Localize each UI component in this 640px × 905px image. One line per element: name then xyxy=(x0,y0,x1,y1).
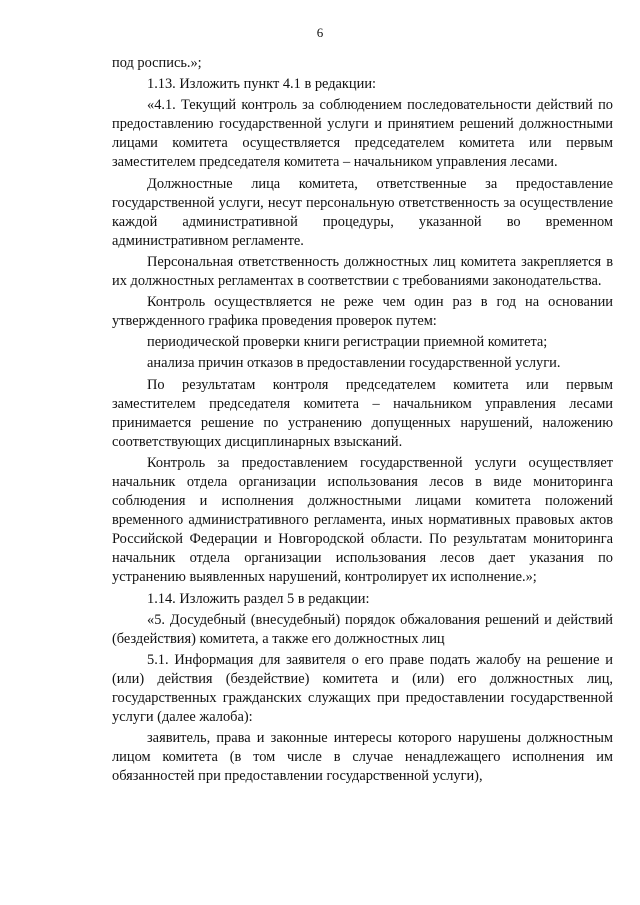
document-body xyxy=(112,54,613,788)
paragraph: «5. Досудебный (внесудебный) порядок обжалования решений и действий (бездействия) комитета, а также его должностных лиц xyxy=(112,611,613,647)
paragraph: По результатам контроля председателем комитета или первым заместителем председателя комитета – начальником управления лесами принимается решение по устранению допущенных нарушений, наложению соответствующих дисциплинарных взысканий. xyxy=(112,376,613,450)
paragraph: периодической проверки книги регистрации приемной комитета; xyxy=(147,334,548,351)
paragraph: заявитель, права и законные интересы которого нарушены должностным лицом комитета (в том числе в случае ненадлежащего исполнения им обязанностей при предоставлении государственной услуги), xyxy=(112,730,613,785)
page-number: 6 xyxy=(316,25,324,40)
paragraph: Должностные лица комитета, ответственные за предоставление государственной услуги, несут персональную ответственность за осуществление каждой административной процедуры, указанной во временном административном регламенте. xyxy=(112,175,613,249)
paragraph: 1.14. Изложить раздел 5 в редакции: xyxy=(147,590,370,607)
paragraph: Контроль за предоставлением государственной услуги осуществляет начальник отдела организации использования лесов в виде мониторинга соблюдения и исполнения должностными лицами комитета положений временного административного регламента, иных нормативных правовых актов Российской Федерации и Новгородской области. По результатам мониторинга начальник отдела организации использования лесов дает указания по устранению выявленных нарушений, контролирует их исполнение.»; xyxy=(112,454,613,586)
paragraph: Персональная ответственность должностных лиц комитета закрепляется в их должностных регламентах в соответствии с требованиями законодательства. xyxy=(112,253,613,290)
paragraph: анализа причин отказов в предоставлении государственной услуги. xyxy=(147,355,561,372)
paragraph: под роспись.»; xyxy=(112,55,202,71)
paragraph: 5.1. Информация для заявителя о его праве подать жалобу на решение и (или) действия (бездействие) комитета и (или) его должностных лиц, государственных гражданских служащих при предоставлении государственной услуги (далее жалоба): xyxy=(112,651,613,726)
paragraph: 1.13. Изложить пункт 4.1 в редакции: xyxy=(147,76,377,93)
paragraph: Контроль осуществляется не реже чем один раз в год на основании утвержденного графика проведения проверок путем: xyxy=(112,294,613,330)
paragraph: «4.1. Текущий контроль за соблюдением последовательности действий по предоставлению государственной услуги и принятием решений должностными лицами комитета осуществляется председателем комитета или первым заместителем председателя комитета – начальником управления лесами. xyxy=(112,97,613,171)
